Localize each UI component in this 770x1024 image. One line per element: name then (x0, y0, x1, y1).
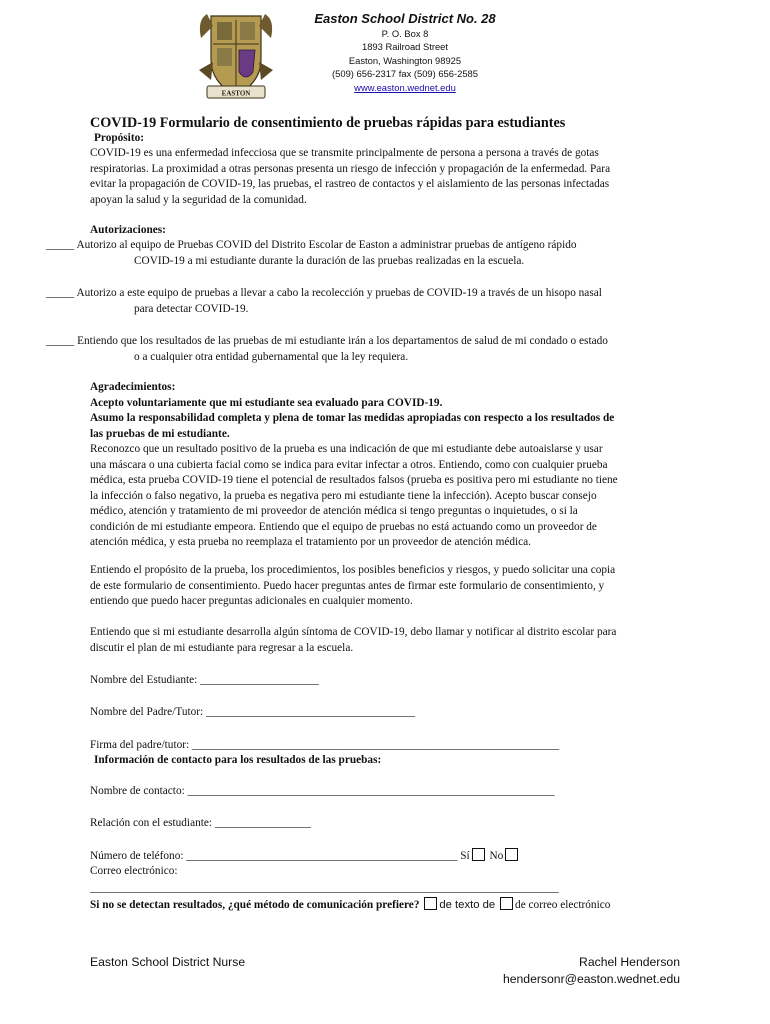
paragraph-line: de este formulario de consentimiento. Puedo hacer preguntas antes de firmar este formulario de consentimiento, y (90, 579, 605, 592)
nurse-email[interactable]: hendersonr@easton.wednet.edu (502, 972, 680, 986)
purpose-line: evitar la propagación de COVID-19, las pruebas, el rastreo de contactos y el aislamiento de las personas infectadas (90, 178, 610, 190)
acknowledgement-line: médico, atención y tratamiento de mi proveedor de atención médica si tengo preguntas o inquietudes, o si la (90, 505, 578, 517)
yes-checkbox[interactable] (472, 848, 485, 861)
parent-name-field[interactable]: Nombre del Padre/Tutor: _____________________________________ (90, 706, 415, 718)
authorization-text: COVID-19 a mi estudiante durante la duración de las pruebas realizadas en la escuela. (134, 254, 525, 267)
email-field[interactable]: ___________________________________________________________________________________ (90, 882, 559, 894)
student-name-field[interactable]: Nombre del Estudiante: _____________________ (90, 674, 319, 686)
parent-signature-field[interactable]: Firma del padre/tutor: _________________________________________________________________ (90, 739, 560, 751)
authorization-item (46, 238, 730, 269)
paragraph-line: discutir el plan de mi estudiante para regresar a la escuela. (90, 641, 354, 654)
yes-label: Sí (460, 850, 470, 862)
authorization-text: Autorizo a este equipo de pruebas a llevar a cabo la recolección y pruebas de COVID-19 a través de un hisopo nasal (76, 287, 602, 299)
street-address: 1893 Railroad Street (362, 41, 448, 53)
purpose-text (90, 146, 680, 208)
footer-nurse-title: Easton School District Nurse (90, 955, 246, 969)
acknowledgement-bold: las pruebas de mi estudiante. (90, 427, 230, 440)
authorizations-heading: Autorizaciones: (90, 224, 166, 236)
initial-blank[interactable]: _____ (46, 287, 75, 299)
crest-label: EASTON (221, 89, 251, 98)
authorization-text: o a cualquier otra entidad gubernamental que la ley requiera. (134, 350, 409, 363)
contact-info-heading: Información de contacto para los resultados de las pruebas: (94, 754, 382, 766)
authorization-text: Autorizo al equipo de Pruebas COVID del Distrito Escolar de Easton a administrar pruebas de antígeno rápido (76, 239, 577, 251)
email-option-label: de correo electrónico (515, 899, 611, 911)
phone-row (90, 848, 520, 865)
district-name: Easton School District No. 28 (314, 11, 496, 26)
acknowledgement-bold: Acepto voluntariamente que mi estudiante sea evaluado para COVID-19. (90, 396, 443, 409)
purpose-line: COVID-19 es una enfermedad infecciosa que se transmite principalmente de persona a persona a través de gotas (90, 147, 599, 159)
email-label: Correo electrónico: (90, 865, 178, 877)
nurse-name: Rachel Henderson (579, 955, 680, 969)
form-title: COVID-19 Formulario de consentimiento de pruebas rápidas para estudiantes (90, 115, 566, 131)
initial-blank[interactable]: _____ (46, 335, 75, 347)
acknowledgement-line: atención médica, y esta prueba no reemplaza el tratamiento por un proveedor de atención médica. (90, 536, 532, 548)
acknowledgement-bold: Asumo la responsabilidad completa y plena de tomar las medidas apropiadas con respecto a los resultados de (90, 412, 615, 424)
city-address: Easton, Washington 98925 (348, 54, 462, 66)
paragraph-line: Entiendo que si mi estudiante desarrolla algún síntoma de COVID-19, debo llamar y notificar al distrito escolar para (90, 626, 617, 638)
phone-field[interactable]: Número de teléfono: ________________________________________________ (90, 850, 458, 862)
acknowledgement-line: una máscara o una cubierta facial como se indica para evitar infectar a otros. Entiendo, como con cualquier prueba (90, 458, 608, 471)
acknowledgement-line: Reconozco que un resultado positivo de la prueba es una indicación de que mi estudiante debe autoaislarse y usar (90, 443, 603, 455)
no-label: No (489, 850, 504, 862)
po-box: P. O. Box 8 (381, 28, 429, 39)
understanding-paragraph (90, 563, 680, 610)
purpose-line: respiratorias. La proximidad a otras personas presenta un riesgo de infección y propagación de la enfermedad. Para (90, 162, 611, 175)
footer-contact (503, 954, 680, 988)
district-crest-logo (197, 10, 275, 102)
initial-blank[interactable]: _____ (46, 239, 75, 251)
paragraph-line: Entiendo el propósito de la prueba, los procedimientos, los posibles beneficios y riesgos, y puedo solicitar una copia (90, 564, 616, 576)
paragraph-line: entiendo que puedo hacer preguntas adicionales en cualquier momento. (90, 595, 413, 607)
authorization-text: Entiendo que los resultados de las pruebas de mi estudiante irán a los departamentos de salud de mi condado o estado (77, 335, 608, 347)
text-checkbox[interactable] (424, 897, 437, 910)
contact-name-field[interactable]: Nombre de contacto: _________________________________________________________________ (90, 785, 555, 797)
acknowledgement-line: médica, esta prueba COVID-19 tiene el potencial de resultados falsos (prueba es positiva pero mi estudiante no tiene (90, 474, 618, 486)
relation-field[interactable]: Relación con el estudiante: _________________ (90, 817, 311, 829)
acknowledgements-section (90, 380, 680, 551)
method-row (90, 897, 610, 914)
acknowledgement-line: la infección o falso negativo, la prueba es negativa pero mi estudiante tiene la infección). Acepto buscar consejo (90, 489, 597, 502)
authorization-item (46, 286, 730, 317)
acknowledgement-line: condición de mi estudiante empeora. Entiendo que el equipo de pruebas no está actuando como un proveedor de (90, 520, 597, 533)
authorization-item (46, 334, 730, 365)
purpose-line: apoyan la salud y la seguridad de la comunidad. (90, 193, 307, 206)
phone-fax: (509) 656-2317 fax (509) 656-2585 (332, 68, 478, 80)
method-question: Si no se detectan resultados, ¿qué método de comunicación prefiere? (90, 899, 420, 911)
authorization-text: para detectar COVID-19. (134, 302, 249, 315)
no-checkbox[interactable] (505, 848, 518, 861)
purpose-heading: Propósito: (94, 132, 144, 144)
website-link[interactable]: www.easton.wednet.edu (354, 81, 456, 93)
symptoms-paragraph (90, 625, 680, 656)
text-option-label: de texto de (439, 899, 496, 911)
email-checkbox[interactable] (500, 897, 513, 910)
letterhead (290, 10, 520, 94)
acknowledgements-heading: Agradecimientos: (90, 381, 176, 393)
